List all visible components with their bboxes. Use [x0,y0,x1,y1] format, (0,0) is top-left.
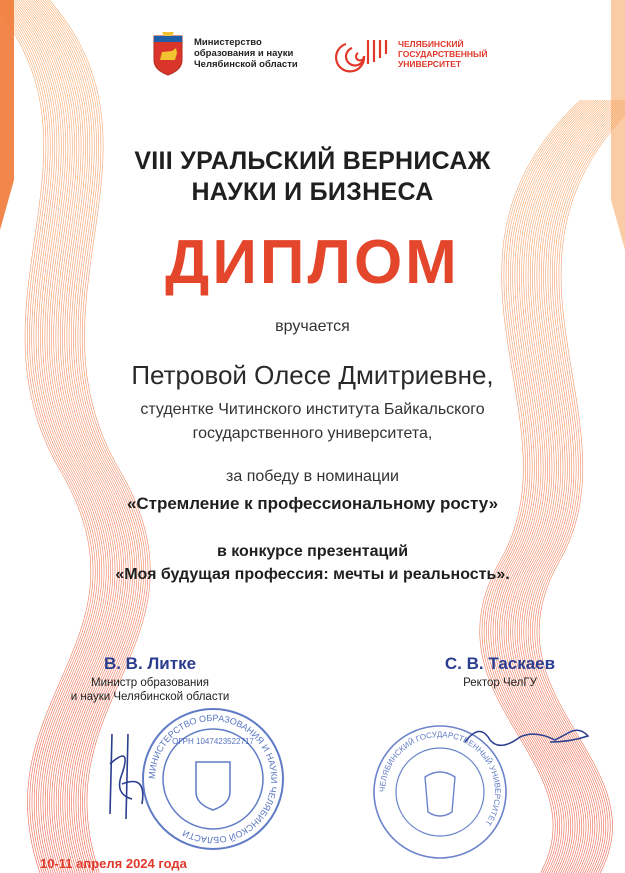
signatory-left-name: В. В. Литке [103,654,197,673]
diploma-heading: ДИПЛОМ [165,228,460,297]
signature-left-icon [92,724,162,824]
signatory-right-role-line-1: Ректор ЧелГУ [463,677,537,689]
signatory-right [420,654,580,690]
student-line-1: студентке Читинского института Байкальского [140,401,485,418]
ministry-line-2: образования и науки [194,47,294,59]
contest-line-2: «Моя будущая профессия: мечты и реальность». [115,566,510,583]
stamp-right-text: ЧЕЛЯБИНСКИЙ ГОСУДАРСТВЕННЫЙ УНИВЕРСИТЕТ [377,729,503,828]
for-win-text: за победу в номинации [226,468,399,485]
university-logo-block [334,34,498,74]
ministry-logo-block [150,30,314,76]
signatory-left [20,654,280,704]
event-title-line-2: НАУКИ И БИЗНЕСА [191,178,434,206]
event-date: 10-11 апреля 2024 года [40,856,187,871]
signatory-right-name: С. В. Таскаев [444,654,556,673]
ministry-line-3: Челябинской области [194,58,298,70]
student-line-2: государственного университета, [192,425,433,442]
university-line-2: ГОСУДАРСТВЕННЫЙ [398,49,488,59]
nomination-title: «Стремление к профессиональному росту» [126,494,499,513]
event-title-line-1: VIII УРАЛЬСКИЙ ВЕРНИСАЖ [134,147,491,175]
stamp-left-ogrn: ОГРН 1047423522717 [172,737,254,746]
contest-line-1: в конкурсе презентаций [216,543,409,560]
university-line-1: ЧЕЛЯБИНСКИЙ [398,39,464,49]
student-description [0,398,625,446]
awarded-text: вручается [275,318,350,335]
stamp-left-text: МИНИСТЕРСТВО ОБРАЗОВАНИЯ И НАУКИ ЧЕЛЯБИНСКОЙ ОБЛАСТИ [146,712,280,846]
signatory-left-role [20,676,280,704]
recipient-name: Петровой Олесе Дмитриевне, [131,360,494,390]
svg-text:МИНИСТЕРСТВО ОБРАЗОВАНИЯ И НАУ [147,713,279,845]
university-line-3: УНИВЕРСИТЕТ [398,59,462,69]
contest-description [0,540,625,586]
signatory-left-role-line-1: Министр образования [91,677,209,689]
signatory-right-role [420,676,580,690]
signature-right-icon [460,712,600,762]
signatory-left-role-line-2: и науки Челябинской области [70,691,230,703]
ministry-line-1: Министерство [194,36,262,48]
event-title [0,146,625,208]
chelgu-spiral-logo-icon [334,34,394,74]
chelyabinsk-coat-of-arms-icon [150,30,186,76]
